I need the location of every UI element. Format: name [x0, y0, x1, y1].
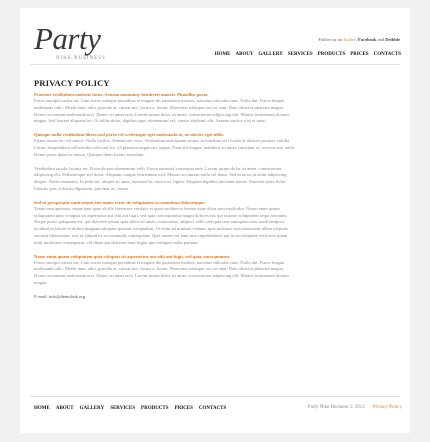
nav-gallery[interactable]: GALLERY [258, 52, 283, 57]
social-follow [318, 37, 400, 42]
facebook-link[interactable]: Facebook [357, 37, 377, 42]
section-paragraph: Totam rem aperiam, eaque ipsa quae ab illo inventore veritatis et quasi architecto beatae vitae dicta sunt explicabo. Nemo enim ipsam voluptatem quia voluptas sit aspernatur aut odit aut fugit, sed quia consequuntur magni dolores eos qui ratione voluptatem sequi nesciunt. Neque porro quisquam est, qui dolorem ipsum quia dolor sit amet, consectetur, adipisci velit, sed quia non numquam eius modi tempora incidunt ut labore et dolore magnam aliquam quaerat voluptatem. Ut enim ad minima veniam, quis nostrum exercitationem ullam corporis suscipit laboriosam, nisi ut aliquid ex ea commodi consequatur. Quis autem vel eum iure reprehenderit qui in ea voluptate velit esse quam nihil molestiae consequatur, vel illum qui dolorem eum fugiat quo voluptas nulla pariatur. [34, 205, 289, 245]
section-heading: Nemo enim ipsam voluptatem quia voluptas sit aspernatur aut odit aut fugit, sed quia consequuntur. [34, 253, 231, 259]
section-heading: Praesent vestibulum molestie lacus. Aenean nonummy hendrerit mauris. Phasellus porta. [34, 92, 209, 97]
twitter-link[interactable]: Twitter [342, 37, 356, 42]
footer-nav-contacts[interactable]: CONTACTS [198, 406, 227, 411]
section-paragraph: Fusce suscipit varius mi. Cum sociis natoque penatibus et magnis dis parturient montes, nascetur ridiculus mus. Nulla dui. Fusce feugiat malesuada odio. Morbi nunc odio, gravida at, cursus nec, luctus a, lorem. Maecenas tristique orci ac sem. Duis ultricies pharetra magna. Donec accumsan malesuada orci. Donec sit amet eros. Lorem ipsum dolor sit amet, consectetuer adipiscing elit. Mauris fermentum dictum magna. [34, 259, 289, 285]
nav-contacts[interactable]: CONTACTS [373, 52, 401, 57]
main-nav [215, 52, 401, 57]
footer-nav-products[interactable]: PRODUCTS [141, 406, 169, 411]
section-paragraph: Vestibulum iaculis lacinia est. Proin dictum elementum velit. Fusce euismod consequat ante. Lorem ipsum dolor sit amet, consectetuer adipiscing elit. Pellentesque sed dolor. Aliquam congue fermentum nisl. Mauris accumsan nulla vel diam. Sed in lacus ut enim adipiscing aliquet. Nulla venenatis. In pede mi, aliquet sit amet, euismod in, auctor ut, ligula. Aliquam dapibus tincidunt metus. Praesent justo dolor, lobortis quis, lobortis dignissim, pulvinar ac, lorem. [34, 165, 287, 191]
follow-and: and [377, 37, 385, 42]
footer-info [308, 405, 402, 410]
nav-services[interactable]: SERVICES [287, 52, 313, 57]
footer-nav-services[interactable]: SERVICES [110, 406, 136, 411]
footer-nav-prices[interactable]: PRICES [174, 406, 193, 411]
page-container [20, 8, 410, 433]
section-heading: Sed ut perspiciatis unde omnis iste natus error sit voluptatem accusantium doloremque. [34, 199, 206, 205]
privacy-policy-link[interactable]: Privacy Policy [372, 405, 402, 410]
footer-nav [34, 406, 226, 411]
footer-nav-home[interactable]: HOME [34, 406, 50, 411]
footer-nav-about[interactable]: ABOUT [55, 406, 74, 411]
page-title: PRIVACY POLICY [34, 78, 110, 88]
follow-prefix: Follow us on [318, 37, 342, 42]
nav-prices[interactable]: PRICES [350, 52, 369, 57]
section-heading: Quisque nulla vestibulum libero nisl porta vel scelerisque eget malesuada at, ne ulacies eget nibh. [34, 132, 224, 138]
footer-nav-gallery[interactable]: GALLERY [79, 406, 105, 411]
header-divider [30, 64, 400, 65]
follow-separator: , [355, 37, 357, 42]
nav-about[interactable]: ABOUT [235, 52, 254, 57]
footer-divider [30, 396, 400, 397]
main-content [34, 78, 296, 299]
contact-email[interactable]: E-mail: info@demolink.org [34, 293, 86, 299]
nav-products[interactable]: PRODUCTS [317, 52, 346, 57]
nav-home[interactable]: HOME [214, 52, 231, 57]
dribble-link[interactable]: Dribble [385, 37, 400, 42]
logo-text: Party [34, 21, 101, 56]
section-paragraph: Etiam cursus leo vel metus. Nulla facilisi. Aenean nec eros. Vestibulum ante ipsum primis in faucibus orci luctus et ultrices posuere cubilia Curae; Suspendisse sollicitudin velit sed leo. Ut pharetra augue nec augue. Nam elit magna, hendrerit sit amet, tincidunt ac, viverra sed, nulla. Donec porta diam eu massa. Quisque diam lorem, interdum. [34, 138, 296, 157]
copyright-text: Party Nike Business © 2013 [307, 405, 365, 410]
section-paragraph: Fusce suscipit varius mi. Cum sociis natoque penatibus et magnis dis parturient montes, nascetur ridiculus mus. Nulla dui. Fusce feugiat malesuada odio. Morbi nunc odio, gravida at, cursus nec, luctus a, lorem. Maecenas tristique orci ac sem. Duis ultricies pharetra magna. Donec accumsan malesuada orci. Donec sit amet eros. Lorem ipsum dolor sit amet, consectetuer adipiscing elit. Mauris fermentum dictum magna. Sed laoreet aliquam leo. Ut tellus dolor, dapibus eget, elementum vel, cursus eleifend, elit. Aenean auctor wisi et urna. [34, 98, 289, 124]
logo-subtitle: NIKE BUSINESS [56, 56, 106, 61]
